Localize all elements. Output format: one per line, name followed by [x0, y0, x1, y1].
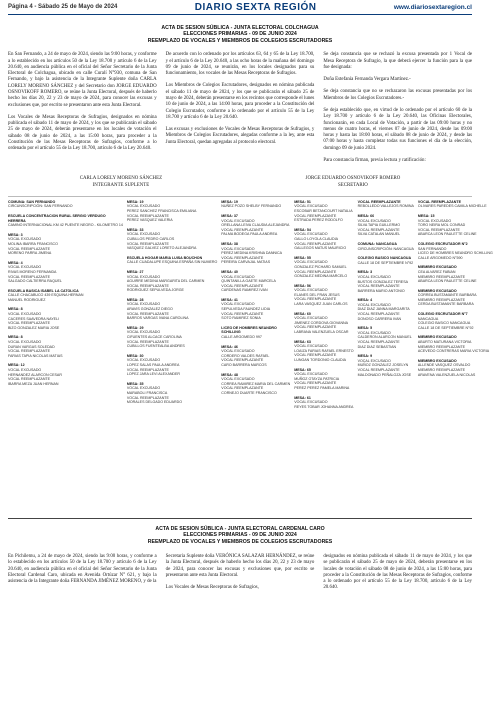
entry-line: VOCAL EXCUSADO: [221, 349, 255, 354]
entry-line: LOPEZ JARA LEVI ALEXANDER: [126, 372, 181, 377]
entry-heading: MESA: 19: [221, 199, 238, 204]
entry-line: GALLO LOYOLA CLAUDIA: [294, 236, 339, 241]
entry-line: MIEMBRO REEMPLAZANTE: [417, 368, 466, 372]
entry-line: RIVAS MORENO FERNANDA: [8, 269, 57, 274]
entry-line: LICEO DE HOMBRES NEANDRO SCHILLING: [417, 251, 493, 256]
entry-heading: COMUNA: SAN FERNANDO: [8, 199, 56, 204]
act-title-line: ELECCIONES PRIMARIAS - 09 DE JUNIO 2024: [183, 31, 297, 38]
entry-line: PEREZ PEREZ PAMELA MARINA: [294, 385, 350, 390]
designation-entry: [294, 312, 353, 335]
entry-line: BARRERA MARIO ANTONIO: [357, 288, 405, 293]
entry-line: VOCAL EXCUSADO: [357, 330, 391, 335]
entry-line: VOCAL EXCUSADO: [357, 218, 391, 223]
act-title-line: ACTA DE SESION SÚBLICA - JUNTA ELECTORAL CARDENAL CARO: [155, 525, 325, 532]
entry-line: VOCAL REEMPLAZANTE: [357, 227, 400, 232]
entry-line: VOCAL REEMPLAZANTE: [294, 381, 337, 386]
entry-line: VOCAL EXCUSADO: [221, 246, 255, 251]
designation-entry: [221, 345, 290, 368]
entry-line: HERNANDEZ ALARCON CESAR: [8, 372, 62, 377]
designation-entry: [8, 289, 123, 303]
entry-heading: MIEMBRO EXCUSADO: [417, 265, 457, 270]
entry-line: OLIVARES PAREDES CAMILA MICHELLE: [417, 204, 487, 209]
entry-heading: MESA: 33: [126, 227, 144, 232]
entry-line: PEREZ MEDINA KRISHNA DANNICA: [221, 251, 283, 256]
entry-line: LOAIZA FARIAS RAFAEL ERNESTO: [294, 348, 354, 353]
entry-heading: COMUNA: NANCAGUA: [357, 241, 397, 246]
entry-line: CAMINO INTERNACIONAL KM 42 PUENTE NEGRO - KILOMETRO 14: [8, 223, 123, 228]
entry-heading: VOCAL REEMPLAZANTE: [357, 199, 401, 204]
designation-entry: [8, 233, 123, 256]
entry-line: VOCAL REEMPLAZANTE: [126, 339, 169, 344]
entry-line: MIEMBRO REEMPLAZANTE: [417, 274, 466, 279]
signatory-name: CARLA LORELY MORENO SÁNCHEZ: [79, 176, 163, 182]
page-number-date: Página 4 - Sábado 25 de Mayo de 2024: [8, 4, 118, 10]
paragraph: Se deja constancia que no se rechazaron las excusas presentadas por los Miembros de los Colegios Escrutadores.-: [323, 89, 473, 101]
designation-entry: [127, 354, 217, 377]
entry-line: PALMA BODEGA PAULA ANDREA: [221, 232, 278, 237]
entry-line: ARAVIS GONZALEZ DIEGO: [126, 307, 173, 312]
entry-line: ABURTO MATURANA VICTORIA: [417, 340, 472, 345]
entry-line: VOCAL EXCUSADO: [417, 218, 452, 223]
entry-line: MIEMBRO REEMPLAZANTE: [417, 297, 466, 302]
designation-entry: [127, 326, 217, 349]
act-column-1: [8, 52, 157, 170]
designation-entry: [8, 307, 123, 330]
designations-column: [418, 200, 493, 512]
act-body-cardenal-caro: [8, 554, 472, 598]
entry-line: QUINTANILLA GAETE MARCELA: [221, 279, 276, 284]
designation-entry: [418, 335, 493, 353]
entry-line: VOCAL EXCUSADO: [294, 344, 328, 349]
entry-line: VOCAL REEMPLAZANTE: [221, 311, 264, 316]
designation-entry: [358, 214, 414, 237]
act-title-colchagua: [8, 25, 472, 44]
entry-line: VOCAL EXCUSADO: [294, 232, 328, 237]
signatory-role: INTEGRANTE SUPLENTE: [92, 182, 150, 188]
entry-line: MORENO PARRA JIMENA: [8, 251, 52, 256]
paragraph: En Pichilemu, a 24 de mayo de 2024, siendo las 9:00 horas, y conforme a lo establecido en los artículos 50 de la Ley 18.700 y artículo 6 de la Ley 20.640, en audiencia pública en el oficial del Señor Secretario de la Junta Electoral Cardenal Caro, ubicada en Avenida Ortúzar N° 621, y bajo la asistencia de la Integrante doña FERNANDA JIMÉNEZ MORENO, y de la: [8, 554, 157, 585]
entry-line: VOCAL REEMPLAZANTE: [294, 353, 337, 358]
entry-line: COLEGIO BASICO NANCAGUA: [417, 321, 471, 326]
entry-line: VOCAL EXCUSADO: [126, 386, 161, 391]
designation-entry: [8, 261, 123, 284]
entry-heading: MESA: 12: [8, 363, 25, 368]
entry-line: CORREA RAMIREZ MARIA DEL CARMEN: [221, 381, 291, 386]
entry-line: ABARCA LEON PAULETTE CELINE: [417, 232, 477, 237]
entry-line: CARDENAS RAMIREZ IVAN: [221, 288, 268, 293]
designation-entry: [358, 256, 414, 265]
entry-heading: MESA: 4: [8, 260, 23, 265]
act-title-cardenal-caro: [8, 526, 472, 545]
entry-line: VOCAL REEMPLAZANTE: [126, 395, 169, 400]
entry-line: VOCAL EXCUSADO: [357, 274, 391, 279]
entry-heading: MIEMBRO EXCUSADO: [417, 358, 457, 363]
act-column-3: [323, 554, 472, 598]
entry-heading: MESA: 4: [357, 298, 373, 303]
entry-line: CALLE 18 DE SEPTIEMBRE N°92: [357, 260, 414, 265]
website-url[interactable]: www.diariosextaregion.cl: [393, 3, 472, 11]
entry-line: MOLINA IBARRA FRANCISCO: [8, 241, 58, 246]
designation-entry: [294, 228, 353, 251]
entry-line: SILVA CATALAN MANUEL: [357, 232, 401, 237]
entry-line: GALLEGOS MATUS MAURICIO: [294, 246, 347, 251]
entry-line: VOCAL EXCUSADO: [357, 302, 391, 307]
entry-heading: MESA: 37: [221, 213, 238, 218]
entry-line: VOCAL EXCUSADO: [294, 204, 328, 209]
entry-heading: MESA: 8: [8, 307, 23, 312]
designation-entry: [8, 335, 123, 358]
entry-heading: COLEGIO BASICO NANCAGUA: [357, 256, 412, 261]
designation-entry: [8, 363, 123, 386]
entry-line: VOCAL EXCUSADO: [8, 368, 42, 372]
entry-line: NUÑEZ POZO SHELBY FERNANDO: [221, 204, 282, 209]
paragraph: Se deja constancia que se rechazó la excusa presentada por 1 Vocal de Mesa Receptora de Sufragio, la que deberá ejercer la función para la que fue designada:: [323, 52, 473, 70]
designation-entry: [358, 242, 414, 251]
entry-line: ESCOBAR BETANCOURT NATALIA: [294, 208, 353, 213]
entry-heading: MESA: 9: [357, 354, 373, 359]
entry-line: LARA VASQUEZ JUAN CARLOS: [294, 302, 348, 307]
entry-line: CARO BARRERA MARCOS: [221, 363, 267, 367]
entry-heading: MESA: 19: [126, 199, 144, 204]
page-header: [8, 0, 472, 15]
newspaper-brand: DIARIO SEXTA REGIÓN: [194, 1, 317, 13]
entry-line: CORDERO VALDES RAFAEL: [221, 353, 270, 358]
designations-column: [8, 200, 123, 512]
designation-entry: [127, 270, 217, 293]
entry-line: CUBILLOS PEDRO CARLOS: [126, 236, 175, 241]
act-column-2: [166, 52, 315, 170]
entry-line: SILVA TAPIA GUILLERMO: [357, 223, 401, 228]
entry-heading: MESA: 61: [294, 395, 311, 400]
entry-line: VOCAL EXCUSADO: [126, 232, 161, 237]
entry-line: VOCAL REEMPLAZANTE: [357, 312, 400, 317]
entry-line: VOCAL EXCUSADO: [8, 237, 42, 242]
entry-line: VOCAL EXCUSADO: [221, 377, 255, 382]
entry-line: VOCAL EXCUSADO: [221, 218, 255, 223]
designation-entry: [221, 214, 290, 237]
entry-line: SEPULVEDA FAUNDEZ LIDIA: [221, 307, 271, 312]
entry-heading: MESA: 60: [294, 311, 311, 316]
designation-entry: [127, 256, 217, 265]
entry-line: VOCAL REEMPLAZANTE: [8, 377, 51, 382]
entry-heading: VOCAL REEMPLAZANTE: [417, 199, 461, 204]
act-column-2: [166, 554, 315, 598]
entry-line: VOCAL EXCUSADO: [8, 340, 42, 345]
entry-line: VOCAL REEMPLAZANTE: [8, 349, 51, 354]
paragraph: En San Fernando, a 24 de mayo de 2024, siendo las 9:00 horas, y conforme a lo establecido en los artículos 50 de la Ley 18.700 y artículo 6 de la Ley 20.640, en audiencia pública en el oficial del Señor Secretario de la Junta Electoral de Colchagua, ubicado en calle Curalí N°930, comuna de San Fernando, y bajo la asistencia de la Integrante Suplente doña CARLA LORELY MORENO SÁNCHEZ y del Secretario don JORGE EDUARDO OSNOVIKOFF ROMERO, se reúne la Junta Electoral, después de haberlo hecho los días 20, 22 y 23 de mayo de 2024, para conocer las excusas y exclusiones que, por escrito se presentaron ante esta Junta Electoral.: [8, 52, 157, 108]
designation-entry: [221, 326, 290, 340]
entry-line: DIAZ DIAZ SEBASTIAN: [357, 344, 397, 349]
designation-entry: [221, 242, 290, 265]
designation-entry: [221, 200, 290, 209]
entry-line: VOCAL EXCUSADO: [294, 260, 328, 265]
act-title-line: ELECCIONES PRIMARIAS - 09 DE JUNIO 2024: [183, 532, 297, 539]
designation-entry: [127, 200, 217, 223]
designation-entry: [294, 200, 353, 223]
paragraph: Los Vocales de Mesas Receptoras de Sufragios, designados en nómina publicada el sábado 11 de mayo de 2024, y los que se publicarán el sábado 25 de mayo de 2024, deberán presentarse en los locales de votación el sábado 08 de junio de 2024, a las 15:00 horas, para proceder a la Constitución de las Mesas Receptoras de Sufragios, conforme a lo ordenado por el artículo 55 de la Ley 18.700, artículo 6 de la Ley 20.640.: [8, 114, 157, 152]
entry-line: CALLE ARGOMEDO 997: [221, 335, 262, 340]
entry-line: VOCAL REEMPLAZANTE: [294, 241, 337, 246]
entry-line: VOCAL EXCUSADO: [8, 265, 42, 270]
entry-line: LUNGAN TORDONIO CLAUDIA: [294, 358, 347, 362]
entry-line: VOCAL REEMPLAZANTE: [221, 255, 264, 260]
entry-heading: ESCUELA CONCENTRACION RURAL SERGIO VERDUGO HERRERA: [8, 213, 106, 223]
designation-entry: [8, 200, 123, 209]
entry-heading: MESA: 66: [357, 213, 375, 218]
act-title-line: ACTA DE SESION SÚBLICA - JUNTA ELECTORAL COLCHAGUA: [161, 25, 319, 31]
entry-line: ALLENDE VASQUEZ OSVALDO: [417, 363, 471, 368]
entry-heading: MESA: 40: [221, 269, 238, 274]
designation-entry: [418, 265, 493, 283]
designation-entry: [358, 270, 414, 293]
entry-line: VOCAL REEMPLAZANTE: [8, 246, 51, 251]
entry-line: VOCAL EXCUSADO: [294, 288, 328, 293]
entry-heading: MIEMBRO EXCUSADO: [417, 335, 457, 340]
entry-heading: MESA: 3: [357, 270, 373, 275]
entry-line: LABRANA VALENZUELA OSCAR: [294, 330, 349, 335]
designation-entry: [418, 214, 493, 237]
designation-entry: [358, 354, 414, 377]
entry-heading: MESA: 30: [126, 353, 144, 358]
entry-line: BUSTOS GONZALEZ TERESA: [357, 279, 408, 284]
entry-line: VOCAL EXCUSADO: [126, 274, 161, 279]
entry-line: SOTO RAMIREZ SONIA: [221, 316, 261, 321]
entry-line: CORREA BUSTAMANTE BARBARA: [417, 293, 477, 298]
entry-line: CALLE CHACABUCO 439 ESQUINA HERNAN: [8, 293, 84, 298]
entry-heading: MESA: 65: [294, 367, 311, 372]
designation-entry: [127, 298, 217, 321]
designation-entry: [418, 312, 493, 330]
entry-line: NANCAGUA: [417, 316, 439, 321]
paragraph: Se deja establecido que, en virtud de lo ordenado por el artículo 60 de la Ley 18.700 y artículo 6 de la Ley 20.640, las Oficinas Electorales, funcionarán, en cada Local de Votación, a partir de las 09:00 horas y no menos de cuatro horas, el viernes 07 de junio de 2024, desde las 09:00 horas y hasta las 18:00 horas, el sábado 08 de junio de 2024, y desde las 07:00 horas y hasta completar todas sus funciones el día de la elección, domingo 09 de junio 2024.: [323, 108, 473, 151]
designations-column: [294, 200, 353, 512]
designation-entry: [8, 214, 123, 228]
designation-entry: [418, 242, 493, 260]
entry-line: REYES TOBAR JOHANNA ANDREA: [294, 404, 354, 409]
entry-line: MORALES DELGADO EDUARDO: [126, 400, 183, 405]
entry-line: AGUIRRE MEDINA MARGARITA DEL CARMEN: [126, 279, 205, 284]
entry-heading: ESCUELA HOGAR MARIA LUISA BOUCHON: [126, 255, 203, 260]
entry-line: BARROS VARGAS IVANA CAROLINA: [126, 316, 189, 321]
entry-heading: MESA: 27: [126, 269, 144, 274]
paragraph: Secretaria Suplente doña VERÓNICA SALAZAR HERNÁNDEZ, se reúne la Junta Electoral, después de haberlo hecho los días 20, 22 y 23 de mayo de 2024, para conocer las excusas y exclusiones que, por escrito se presentaron ante esta Junta Electoral. Los Vocales de Mesas Receptoras de Sufragios,: [165, 554, 315, 591]
entry-heading: MESA: 46: [221, 344, 238, 349]
entry-heading: LICEO DE HOMBRES NEANDRO SCHILLING: [221, 325, 277, 335]
entry-heading: MESA: 15: [417, 213, 435, 218]
entry-line: PEREZ VASQUEZ VALERIA: [126, 218, 173, 223]
entry-heading: MESA: 56: [294, 283, 311, 288]
designations-column: [127, 200, 217, 512]
entry-line: SAN FERNANDO: [417, 246, 447, 251]
entry-heading: MESA: 54: [294, 227, 311, 232]
entry-line: CIRCUNSCRIPCIÓN: NANCAGUA: [357, 246, 414, 251]
entry-line: VOCAL REEMPLAZANTE: [8, 321, 51, 326]
signature-block: [8, 176, 472, 188]
designations-grid: [8, 196, 493, 512]
entry-heading: MESA: 63: [294, 339, 311, 344]
entry-line: VOCAL REEMPLAZANTE: [126, 283, 169, 288]
entry-line: VOCAL EXCUSADO: [126, 330, 161, 335]
entry-line: CALDERON ALARCON MANUEL: [357, 335, 412, 340]
entry-line: RODRIGUEZ SEPULVEDA JORGE: [126, 288, 184, 293]
entry-heading: MESA: 5: [357, 326, 373, 331]
entry-line: PEREZ SANCHEZ FRANCISCA EMILIANA: [126, 208, 197, 213]
designation-entry: [127, 228, 217, 251]
entry-heading: MESA: 55: [294, 255, 311, 260]
entry-line: VOCAL REEMPLAZANTE: [294, 325, 337, 330]
paragraph: Para constancia firman, previa lectura y ratificación:: [323, 158, 426, 164]
entry-line: VASQUEZ GALVEZ LORETO ALEJANDRA: [126, 246, 197, 251]
entry-line: ABARCA LEON PAULETTE CELINE: [417, 279, 477, 284]
entry-heading: MESA: 38: [221, 241, 238, 246]
entry-line: PEREIRA CARVAJAL MATIAS: [221, 260, 271, 265]
designation-entry: [221, 373, 290, 396]
entry-line: VOCAL EXCUSADO: [8, 312, 42, 317]
entry-line: VOCAL REEMPLAZANTE: [221, 358, 264, 363]
entry-line: DIAZ DIAZ JANNA MARGARITA: [357, 307, 410, 312]
act-column-1: [8, 554, 157, 598]
entry-line: CALLE ARGOMEDO N°590: [417, 255, 463, 260]
entry-line: CALLE CUADALUPE ESQUINA ESPAÑA SIN NUMERO: [126, 260, 218, 265]
entry-line: VOCAL EXCUSADO: [357, 358, 391, 363]
designation-entry: [358, 200, 414, 209]
entry-heading: ESCUELA BASICA ISABEL LA CATOLICA: [8, 288, 79, 293]
entry-line: CUBILLOS FUENTEALBA ANDRES: [126, 344, 185, 349]
entry-line: CERDA BUSTAMANTE BARBARA: [417, 302, 474, 307]
designation-entry: [294, 284, 353, 307]
entry-line: VOCAL REEMPLAZANTE: [294, 269, 337, 274]
entry-line: VOCAL REEMPLAZANTE: [221, 386, 264, 391]
entry-heading: MESA: 51: [294, 199, 311, 204]
entry-line: CIRCUNSCRIPCIÓN: SAN FERNANDO: [8, 204, 73, 209]
entry-line: VOCAL REEMPLAZANTE: [8, 274, 51, 279]
designation-entry: [294, 340, 353, 363]
entry-line: VOCAL REEMPLAZANTE: [294, 213, 337, 218]
entry-line: CIFUENTES ALCACE CAROLINA: [126, 335, 182, 340]
entry-line: JIMENEZ CORDOVA GIOVANNA: [294, 320, 349, 325]
act-body-colchagua: [8, 52, 472, 170]
entry-line: FARIAS TAPIA NICOLAS MATIAS: [8, 353, 63, 358]
entry-line: SALGADO CALTIERRA RAQUEL: [8, 279, 62, 284]
signature: [80, 176, 162, 188]
designation-entry: [221, 298, 290, 321]
entry-heading: MIEMBRO EXCUSADO: [417, 288, 457, 293]
paragraph: Doña Estefanía Fernanda Vergara Martínez.-: [323, 77, 411, 83]
entry-line: ESTRADA PEREZ RODOLFO: [294, 218, 343, 223]
designation-entry: [358, 326, 414, 349]
entry-line: MUÑOZ OTAYZA PATRICIA: [294, 376, 340, 381]
entry-line: VOCAL REEMPLAZANTE: [417, 227, 460, 232]
entry-line: VOCAL REEMPLAZANTE: [357, 284, 400, 289]
entry-line: ELANES DEL FRAN JESUS: [294, 292, 340, 297]
entry-line: CACERES SAAVEDRA NAYELI: [8, 316, 59, 321]
entry-line: VOCAL REEMPLAZANTE: [357, 340, 400, 345]
entry-line: CEA ALVAREZ FABIAN: [417, 269, 456, 274]
designation-entry: [418, 200, 493, 209]
entry-line: VOCAL REEMPLAZANTE: [357, 368, 400, 372]
paragraph: De acuerdo con lo ordenado por los artículos 63, 64 y 65 de la Ley 18.700, y el artículo 6 de la Ley 20.640, a las ocho horas de la mañana del domingo 09 de junio de 2024, se reunirán, en los locales designados para su funcionamiento, los vocales de las Mesas Receptoras de Sufragios.: [165, 52, 315, 77]
entry-line: CALLE 18 DE SEPTIEMBRE N°92: [417, 325, 474, 330]
entry-line: TORO NEIRA MOL CONRAD: [417, 223, 466, 228]
entry-line: ARAVENA VALENZUELA NICOLAS: [417, 372, 476, 377]
entry-line: ACEVEDO CONTRERAS MARIA VICTORIA: [417, 349, 490, 354]
signatory-name: JORGE EDUARDO OSNOVIKOFF ROMERO: [305, 176, 401, 182]
entry-line: DURAN VARGAS SOLEDAD: [8, 344, 55, 349]
designation-entry: [418, 289, 493, 307]
entry-line: VOCAL EXCUSADO: [221, 302, 255, 307]
entry-line: MANUEL RODRIGUEZ: [8, 297, 46, 302]
designation-entry: [358, 298, 414, 321]
entry-heading: MESA: 29: [126, 325, 144, 330]
entry-heading: COLEGIO ESCRUTADOR N°7: [417, 312, 468, 317]
designations-column: [221, 200, 290, 512]
designation-entry: [221, 270, 290, 293]
entry-heading: MESA: 3: [8, 232, 23, 237]
entry-line: VOCAL EXCUSADO: [126, 204, 161, 209]
entry-heading: MESA: 48: [221, 372, 238, 377]
entry-line: VOCAL REEMPLAZANTE: [126, 241, 169, 246]
entry-line: MUÑOZ GONZALEZ JOSELYN: [357, 363, 409, 368]
entry-line: IBARRA MEZA JUAN HERNAN: [8, 381, 59, 386]
entry-line: MARABOLI FRANCISCA: [126, 390, 168, 395]
entry-line: CORNEJO DUARTE FRANCISCO: [221, 390, 277, 395]
entry-line: VOCAL EXCUSADO: [126, 358, 161, 363]
designation-entry: [294, 368, 353, 391]
designation-entry: [127, 382, 217, 405]
paragraph: Las excusas y exclusiones de Vocales de Mesas Receptoras de Sufragios, y Miembros de Colegios Escrutadores, alegadas conforme a la ley, ante esta Junta Electoral, quedan agregadas al protocolo electoral.: [165, 127, 315, 145]
entry-line: GONZALEZ PICHARD SAMUEL: [294, 264, 347, 269]
entry-line: LOPEZ SALAS PAULA ANDREA: [126, 363, 180, 367]
designation-entry: [294, 256, 353, 279]
entry-line: MIEMBRO REEMPLAZANTE: [417, 344, 466, 349]
paragraph: designados en nómina publicada el sábado 11 de mayo de 2024, y los que se publicarán el sábado 25 de mayo de 2024, deberán presentarse en los locales de votación el sábado 08 de junio de 2024, a las 15:00 horas, para proceder a la Constitución de las Mesas Receptoras de Sufragios, conforme a lo ordenado por el artículo 55 de la Ley 18.700, artículo 6 de la Ley 20.640.: [323, 554, 473, 591]
entry-line: VOCAL REEMPLAZANTE: [126, 311, 169, 316]
entry-heading: MESA: 41: [221, 297, 238, 302]
entry-line: VOCAL REEMPLAZANTE: [294, 297, 337, 302]
entry-heading: MESA: 35: [126, 381, 144, 386]
act-title-line: REEMPLAZO DE VOCALES Y MIEMBROS DE COLEGIOS ESCRUTADORES: [147, 37, 333, 44]
designations-column: [358, 200, 414, 512]
act-column-3: [323, 52, 472, 170]
entry-line: GONZALEZ MEDINA MARCELO: [294, 274, 348, 279]
paragraph: Los Miembros de Colegios Escrutadores, designados en nómina publicada el sábado 11 de mayo de 2024, y los que se publicarán el sábado 25 de mayo de 2024, deberán presentarse en los recintos que corresponde el lunes 10 de junio de 2024, a las 14:00 horas, para proceder a la Constitución del Colegio Escrutador, conforme a lo ordenado por el artículo 55 de la Ley 18.700 y artículo 6 de la Ley 20.640.: [165, 83, 315, 120]
section-divider: [8, 518, 472, 519]
entry-line: VOCAL REEMPLAZANTE: [221, 283, 264, 288]
entry-line: VOCAL REEMPLAZANTE: [126, 367, 169, 372]
entry-line: VOCAL REEMPLAZANTE: [126, 213, 169, 218]
entry-line: BIZO GONZALEZ MARIA JOSE: [8, 325, 60, 330]
entry-heading: COLEGIO ESCRUTADOR N°2: [417, 241, 468, 246]
act-title-line: REEMPLAZO DE VOCALES Y MIEMBROS DE COLEGIOS ESCRUTADORES: [147, 538, 333, 545]
signatory-role: SECRETARIO: [338, 182, 368, 188]
entry-line: VOCAL EXCUSADO: [294, 400, 328, 405]
entry-line: VOCAL EXCUSADO: [294, 316, 328, 321]
entry-line: VOCAL REEMPLAZANTE: [221, 227, 264, 232]
signature: [306, 176, 401, 188]
entry-line: VOCAL EXCUSADO: [221, 274, 255, 279]
designation-entry: [294, 396, 353, 410]
entry-line: MALDONADO PEÑALOZA JOSE: [357, 372, 412, 377]
entry-line: REBOLLEDO VALLEJOS ROMINA: [357, 204, 414, 209]
designation-entry: [418, 359, 493, 377]
entry-line: DONOSO CARRERA IVAN: [357, 316, 402, 321]
entry-line: ORELLANA LEIVA CLAUDIA ALEJANDRA: [221, 223, 290, 228]
entry-line: VOCAL EXCUSADO: [294, 372, 328, 377]
entry-line: VOCAL EXCUSADO: [126, 302, 161, 307]
entry-heading: MESA: 8: [8, 335, 23, 340]
entry-heading: MESA: 28: [126, 297, 144, 302]
